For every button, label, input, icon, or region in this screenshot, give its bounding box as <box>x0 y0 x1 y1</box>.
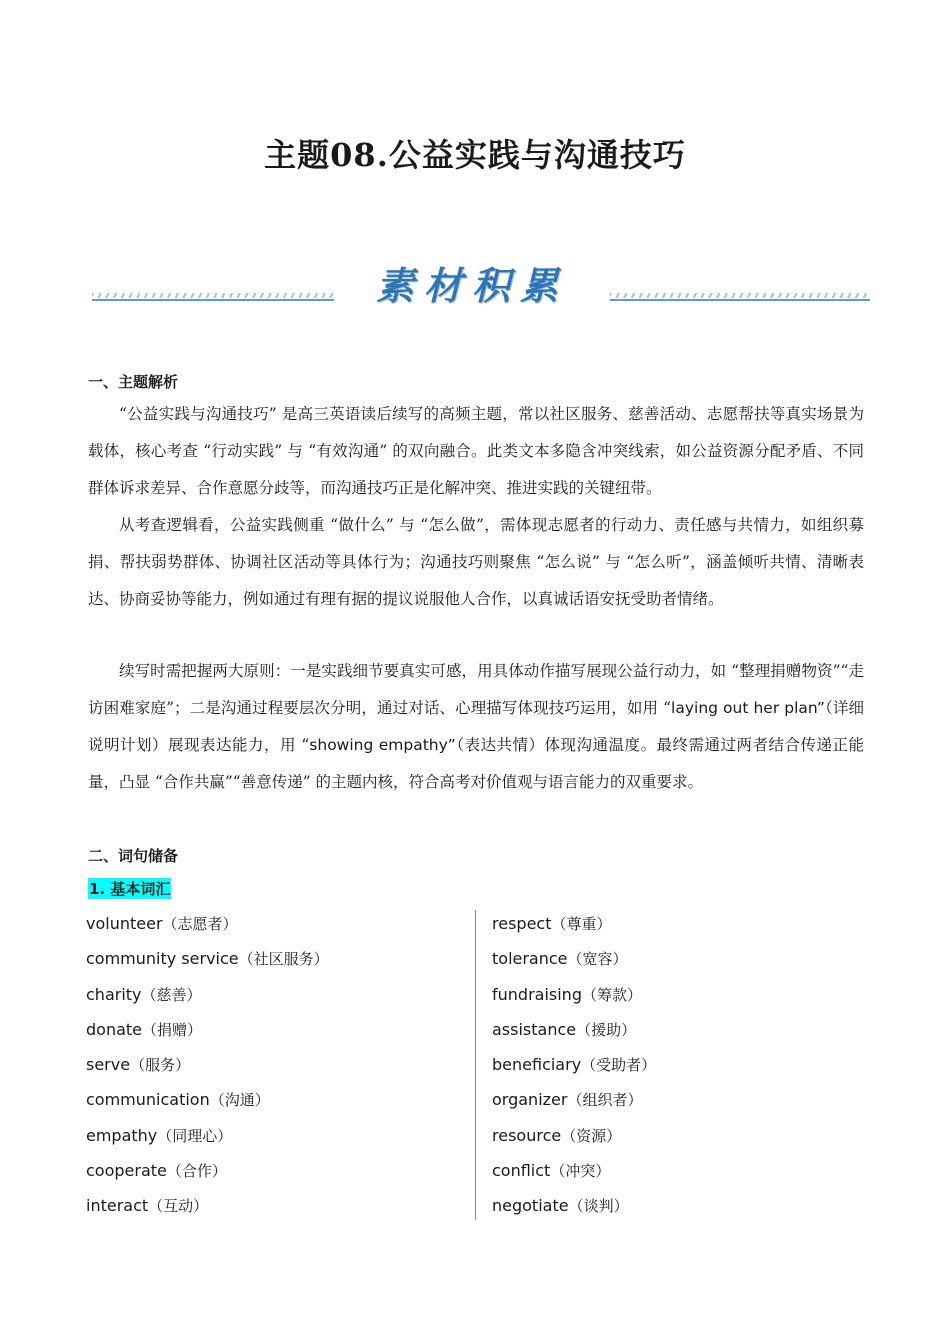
vocab-item <box>492 977 656 1012</box>
section-banner <box>0 255 950 315</box>
vocab-en: fundraising <box>492 984 582 1004</box>
vocab-item <box>492 1047 656 1082</box>
column-divider <box>475 910 476 1220</box>
vocab-zh: （服务） <box>130 1056 191 1075</box>
vocab-zh: （宽容） <box>567 950 628 969</box>
vocab-en: charity <box>86 984 142 1004</box>
vocab-en: interact <box>86 1196 149 1216</box>
vocab-en: donate <box>86 1019 143 1039</box>
vocab-item <box>86 977 329 1012</box>
vocab-item <box>86 941 329 976</box>
vocab-en: serve <box>86 1055 131 1075</box>
vocab-en: conflict <box>492 1161 551 1181</box>
vocab-item <box>492 906 656 941</box>
vocab-zh: （志愿者） <box>162 915 238 933</box>
vocab-zh: （慈善） <box>141 985 202 1004</box>
vocab-zh: （冲突） <box>550 1162 611 1181</box>
vocab-item <box>492 1188 656 1223</box>
vocab-item <box>492 1012 656 1047</box>
vocab-item <box>86 1047 329 1082</box>
vocab-list-left <box>86 906 329 1224</box>
vocab-zh: （尊重） <box>551 915 612 933</box>
vocab-en: empathy <box>86 1125 158 1145</box>
subheading-number: 1. <box>89 880 106 898</box>
vocab-en: organizer <box>492 1090 568 1110</box>
vocab-item <box>492 1118 656 1153</box>
paragraph-text: （详细说明计划）展现表达能力，用 “ <box>88 699 864 754</box>
english-phrase: laying out her plan” <box>671 699 825 717</box>
vocab-en: cooperate <box>86 1161 167 1181</box>
vocab-item <box>86 1188 329 1223</box>
vocab-item <box>492 1153 656 1188</box>
vocab-item <box>86 906 329 941</box>
analysis-paragraph-1: “公益实践与沟通技巧” 是高三英语读后续写的高频主题，常以社区服务、慈善活动、志愿帮扶等真实场景为载体，核心考查 “行动实践” 与 “有效沟通” 的双向融合。此类文本多隐含冲突线索，如公益资源分配矛盾、不同群体诉求差异、合作意愿分歧等，而沟通技巧正是化解冲突、推进实践的关键纽带。 <box>88 405 864 497</box>
vocab-en: beneficiary <box>492 1055 582 1075</box>
vocab-zh: （援助） <box>576 1020 637 1039</box>
section-heading-analysis: 一、主题解析 <box>88 373 179 391</box>
analysis-paragraph-2: 从考查逻辑看，公益实践侧重 “做什么” 与 “怎么做”，需体现志愿者的行动力、责任感与共情力，如组织募捐、帮扶弱势群体、协调社区活动等具体行为；沟通技巧则聚焦 “怎么说” 与 “怎么听”，涵盖倾听共情、清晰表达、协商妥协等能力，例如通过有理有据的提议说服他人合作，以真诚话语安抚受助者情绪。 <box>88 516 864 608</box>
vocab-item <box>492 941 656 976</box>
vocab-en: volunteer <box>86 914 163 933</box>
vocab-zh: （受助者） <box>581 1056 657 1075</box>
vocab-item <box>86 1118 329 1153</box>
section-heading-vocabulary: 二、词句储备 <box>88 847 179 865</box>
vocab-item <box>492 1082 656 1117</box>
vocab-zh: （社区服务） <box>238 950 329 969</box>
vocab-en: community service <box>86 949 239 969</box>
paragraph-text: 续写时需把握两大原则：一是实践细节要真实可感，用具体动作描写展现公益行动力，如 “整理捐赠物资”“走访困难家庭”；二是沟通过程要层次分明，通过对话、心理描写体现技巧运用，如用 “ <box>88 662 864 717</box>
analysis-paragraph-3 <box>88 653 864 801</box>
banner-left-divider <box>92 293 334 301</box>
subheading-basic-vocab <box>88 878 171 899</box>
english-phrase: showing empathy” <box>309 736 456 754</box>
vocab-zh: （沟通） <box>209 1091 270 1110</box>
vocab-en: assistance <box>492 1019 577 1039</box>
vocab-item <box>86 1153 329 1188</box>
vocab-zh: （筹款） <box>581 985 642 1004</box>
vocab-zh: （资源） <box>561 1126 622 1145</box>
vocab-zh: （捐赠） <box>142 1020 203 1039</box>
vocab-zh: （组织者） <box>567 1091 643 1110</box>
vocab-en: negotiate <box>492 1196 569 1216</box>
vocab-item <box>86 1082 329 1117</box>
vocab-zh: （同理心） <box>157 1126 233 1145</box>
page-title: 主题08.公益实践与沟通技巧 <box>264 136 686 174</box>
vocab-en: tolerance <box>492 949 568 969</box>
vocab-list-right <box>492 906 656 1224</box>
vocab-zh: （谈判） <box>568 1197 629 1216</box>
vocab-en: resource <box>492 1125 562 1145</box>
banner-title: 素材积累 <box>375 263 568 308</box>
vocab-en: respect <box>492 914 552 933</box>
vocab-item <box>86 1012 329 1047</box>
vocab-zh: （合作） <box>166 1162 227 1181</box>
vocab-zh: （互动） <box>148 1197 209 1216</box>
banner-right-divider <box>610 293 870 301</box>
subheading-text: 基本词汇 <box>105 880 171 898</box>
vocab-en: communication <box>86 1090 210 1110</box>
paragraph-text: （表达共情）体现沟通温度。最终需通过两者结合传递正能量，凸显 “合作共赢”“善意传递” 的主题内核，符合高考对价值观与语言能力的双重要求。 <box>88 736 864 791</box>
